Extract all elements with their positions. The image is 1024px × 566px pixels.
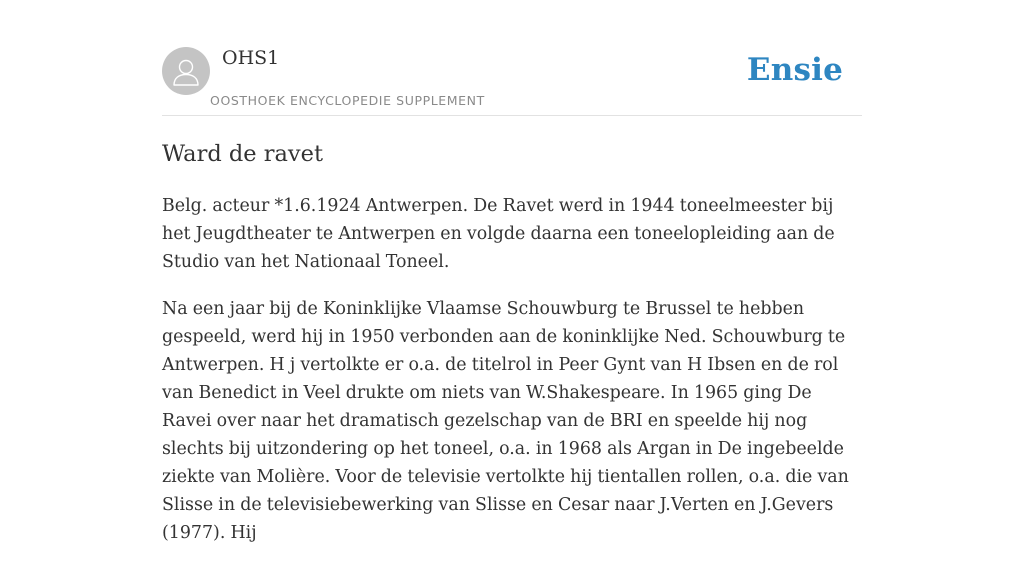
- source-avatar[interactable]: [162, 47, 210, 95]
- source-name-link[interactable]: OOSTHOEK ENCYCLOPEDIE SUPPLEMENT: [210, 93, 485, 108]
- source-code-link[interactable]: OHS1: [222, 47, 280, 69]
- article-paragraph: Na een jaar bij de Koninklijke Vlaamse Schouwburg te Brussel te hebben gespeeld, werd hij in 1950 verbonden aan de koninklijke Ned. Schouwburg te Antwerpen. H j vertolkte er o.a. de titelrol in Peer Gynt van H Ibsen en de rol van Benedict in Veel drukte om niets van W.Shakespeare. In 1965 ging De Ravei over naar het dramatisch gezelschap van de BRI en speelde hij nog slechts bij uitzondering op het toneel, o.a. in 1968 als Argan in De ingebeelde ziekte van Molière. Voor de televisie vertolkte hij tientallen rollen, o.a. die van Slisse in de televisiebewerking van Slisse en Cesar naar J.Verten en J.Gevers (1977). Hij: [162, 299, 849, 543]
- article-paragraph: Belg. acteur *1.6.1924 Antwerpen. De Ravet werd in 1944 toneelmeester bij het Jeugdtheater te Antwerpen en volgde daarna een toneelopleiding aan de Studio van het Nationaal Toneel.: [162, 196, 835, 272]
- content-container: [162, 0, 862, 543]
- article-body: [162, 192, 862, 566]
- source-header: [162, 0, 862, 116]
- article-title: Ward de ravet: [162, 141, 324, 167]
- ensie-logo[interactable]: Ensie: [746, 52, 843, 88]
- user-icon: [162, 47, 210, 95]
